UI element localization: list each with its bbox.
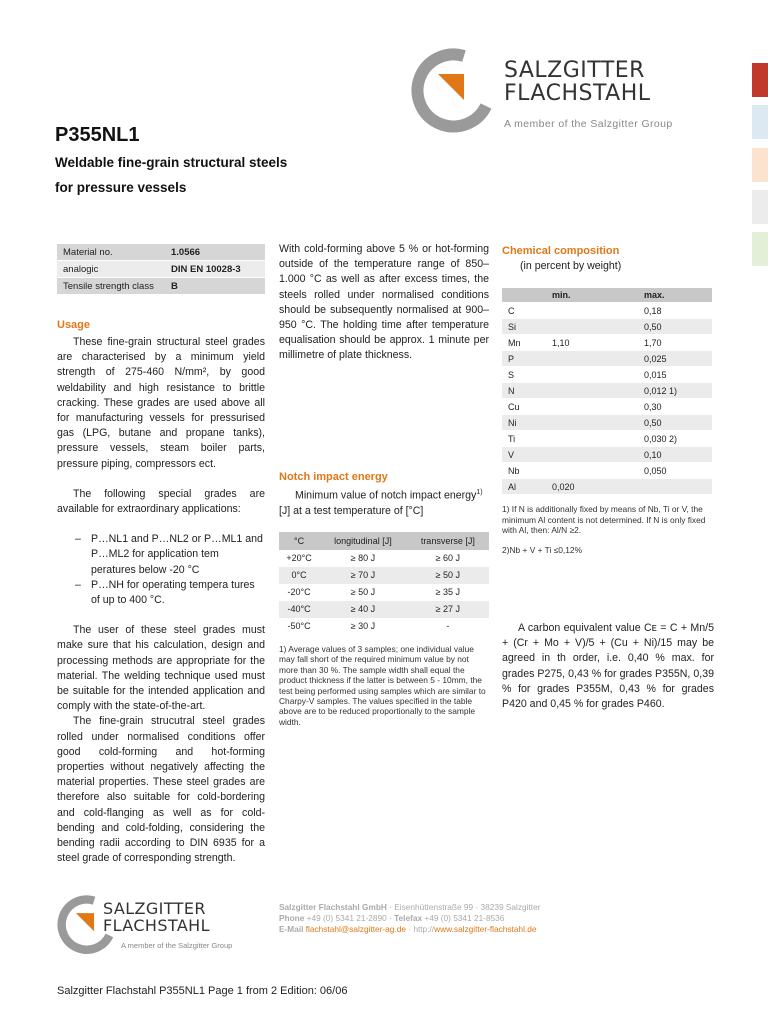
forming-paragraph: With cold-forming above 5 % or hot-forming outside of the temperature range of 850–1.000 °C as well as after excess times, the steels rolled under normalised conditions should be subsequently normalised at 900–950 °C. The holding time after temperature equalisation should be approx. 1 minute per millimetre of plate thickness.	[279, 243, 489, 362]
table-row	[279, 618, 489, 635]
cell: 0,030 2)	[638, 431, 712, 447]
cell	[546, 351, 638, 367]
cell: 0,50	[638, 319, 712, 335]
header-logo	[408, 48, 708, 134]
cell: ≥ 40 J	[319, 601, 406, 618]
logo-mark-icon	[408, 48, 494, 134]
table-row	[502, 351, 712, 367]
column-header: max.	[638, 288, 712, 303]
table-row	[57, 278, 265, 295]
notch-heading: Notch impact energy	[279, 471, 388, 483]
column-header: min.	[546, 288, 638, 303]
cell	[546, 319, 638, 335]
cell: 0°C	[279, 567, 319, 584]
cell: ≥ 35 J	[407, 584, 489, 601]
cell: 0,025	[638, 351, 712, 367]
footer-logo-tagline: A member of the Salzgitter Group	[121, 941, 233, 950]
footer-logo-name-line2: FLACHSTAHL	[103, 916, 210, 935]
cell: 0,30	[638, 399, 712, 415]
material-label: Tensile strength class	[57, 278, 165, 295]
footer-phone: +49 (0) 5341 21-2890 ·	[304, 913, 395, 923]
material-label: Material no.	[57, 244, 165, 261]
footer-email-label: E-Mail	[279, 924, 304, 934]
table-row	[502, 447, 712, 463]
sidebar-tab-orange	[752, 148, 768, 182]
cell: -20°C	[279, 584, 319, 601]
footer-phone-label: Phone	[279, 913, 305, 923]
table-row	[502, 399, 712, 415]
cell: Cu	[502, 399, 546, 415]
table-row	[502, 303, 712, 319]
cell: -50°C	[279, 618, 319, 635]
column-header: °C	[279, 532, 319, 550]
special-grades-list	[75, 532, 265, 608]
table-row	[502, 367, 712, 383]
table-row	[502, 415, 712, 431]
cell: -	[407, 618, 489, 635]
footer-company: Salzgitter Flachstahl GmbH	[279, 902, 387, 912]
table-row	[279, 550, 489, 567]
chemical-footnote-1: 1) If N is additionally fixed by means of Nb, Ti or V, the minimum Al content is not determined. If N is only fixed with Al, then: Al/N ≥2.	[502, 504, 706, 536]
chemical-subheading: (in percent by weight)	[520, 260, 622, 272]
cell: Al	[502, 479, 546, 495]
chemical-table	[502, 288, 712, 495]
cell: ≥ 50 J	[407, 567, 489, 584]
cell: 1,70	[638, 335, 712, 351]
cell: ≥ 27 J	[407, 601, 489, 618]
cell	[546, 431, 638, 447]
cell	[546, 399, 638, 415]
chemical-section	[502, 245, 714, 556]
footer-fax-label: Telefax	[394, 913, 423, 923]
table-row	[502, 383, 712, 399]
usage-paragraph-1: These fine-grain structural steel grades are characterised by a minimum yield strength of 275-460 N/mm², by good weldability and high resistance to brittle cracking. These grades are used above all for manufacturing vessels for pressurised gas (LPG, butane and propane tanks), pressure vessels, steam boiler parts, pressure piping, compressors ect.	[57, 336, 265, 470]
sidebar-tab-red	[752, 63, 768, 97]
cell: Mn	[502, 335, 546, 351]
table-row	[279, 601, 489, 618]
sidebar-tab-blue	[752, 105, 768, 139]
cell: 0,015	[638, 367, 712, 383]
column-header: longitudinal [J]	[319, 532, 406, 550]
table-row	[502, 463, 712, 479]
carbon-equivalent-paragraph: A carbon equivalent value Cᴇ = C + Mn/5 + (Cr + Mo + V)/5 + (Cu + Ni)/15 may be agreed in th order, i.e. 0,40 % max. for grades P275, 0,43 % for grades P355N, 0,39 % for grades P355M, 0,43 % for grades P420 and 0,45 % for grades P460.	[502, 622, 714, 711]
table-header-row	[279, 532, 489, 550]
chemical-heading: Chemical composition	[502, 245, 620, 257]
material-value: 1.0566	[165, 244, 265, 261]
notch-footnote: 1) Average values of 3 samples; one individual value may fall short of the required minimum value by not more than 30 %. The sample width shall equal the product thickness if the latter is between 5 - 10mm, the test being performed using samples which are similar to Charpy-V samples. The values specified in the table above are to be reduced proportionally to the sample width.	[279, 643, 486, 727]
table-row	[502, 479, 712, 495]
material-table	[57, 244, 265, 295]
cell: Ni	[502, 415, 546, 431]
notch-intro-sup: 1)	[476, 489, 483, 496]
list-item: – P…NL1 and P…NL2 or P…ML1 and P…ML2 for application tem peratures below -20 °C	[75, 532, 265, 578]
column-header: transverse [J]	[407, 532, 489, 550]
footer-website-link[interactable]: www.salzgitter-flachstahl.de	[434, 924, 537, 934]
cell: 0,020	[546, 479, 638, 495]
cell: 0,18	[638, 303, 712, 319]
usage-paragraph-2: The following special grades are available for extraordinary applications:	[57, 487, 265, 516]
cell: +20°C	[279, 550, 319, 567]
footer-logo-name-line1: SALZGITTER	[103, 899, 206, 918]
cell	[638, 479, 712, 495]
notch-intro-a: Minimum value of notch impact energy	[295, 489, 477, 502]
table-row	[502, 335, 712, 351]
cell: ≥ 50 J	[319, 584, 406, 601]
usage-section	[57, 319, 265, 867]
logo-tagline: A member of the Salzgitter Group	[504, 118, 673, 130]
cell: ≥ 80 J	[319, 550, 406, 567]
table-row	[502, 319, 712, 335]
cell: 0,50	[638, 415, 712, 431]
notch-intro-b: [J] at a test temperature of [°C]	[279, 504, 424, 517]
subtitle-line1: Weldable fine-grain structural steels	[55, 155, 288, 170]
cell: Si	[502, 319, 546, 335]
page-footer-line: Salzgitter Flachstahl P355NL1 Page 1 from 2 Edition: 06/06	[57, 985, 348, 997]
table-row	[57, 261, 265, 278]
cell	[546, 463, 638, 479]
cell: ≥ 60 J	[407, 550, 489, 567]
cell: P	[502, 351, 546, 367]
usage-paragraph-3: The user of these steel grades must make sure that his calculation, design and processing methods are appropriate for the material. The welding technique used must be suitable for the intended application and comply with the state-of-the-art.	[57, 624, 265, 713]
material-value: B	[165, 278, 265, 295]
table-header-row	[502, 288, 712, 303]
material-label: analogic	[57, 261, 165, 278]
footer-address	[279, 902, 579, 935]
table-row	[279, 584, 489, 601]
cell: 0,050	[638, 463, 712, 479]
cell: S	[502, 367, 546, 383]
usage-heading: Usage	[57, 319, 91, 331]
cell: ≥ 70 J	[319, 567, 406, 584]
cell	[546, 303, 638, 319]
cell: Ti	[502, 431, 546, 447]
cell: V	[502, 447, 546, 463]
notch-table	[279, 532, 489, 635]
list-item: – P…NH for operating tempera tures of up to 400 °C.	[75, 578, 265, 608]
page-title: P355NL1	[55, 124, 140, 146]
sidebar-tab-green	[752, 232, 768, 266]
column-header	[502, 288, 546, 303]
notch-intro	[279, 485, 489, 519]
cell	[546, 367, 638, 383]
cell: 0,012 1)	[638, 383, 712, 399]
logo-name-line2: FLACHSTAHL	[504, 81, 651, 106]
footer-email-link[interactable]: flachstahl@salzgitter-ag.de	[305, 924, 406, 934]
cell: N	[502, 383, 546, 399]
notch-section	[279, 471, 489, 727]
table-row	[57, 244, 265, 261]
logo-name-line1: SALZGITTER	[504, 58, 645, 83]
footer-logo	[55, 895, 275, 955]
footer-street: · Eisenhüttenstraße 99 · 38239 Salzgitter	[386, 902, 541, 912]
table-row	[502, 431, 712, 447]
cell: 0,10	[638, 447, 712, 463]
footer-fax: +49 (0) 5341 21-8536	[422, 913, 505, 923]
sidebar-tab-grey	[752, 190, 768, 224]
footer-http: · http://	[405, 924, 435, 934]
material-value: DIN EN 10028-3	[165, 261, 265, 278]
cell	[546, 415, 638, 431]
cell: ≥ 30 J	[319, 618, 406, 635]
table-row	[279, 567, 489, 584]
cell: C	[502, 303, 546, 319]
cell	[546, 447, 638, 463]
usage-paragraph-4: The fine-grain strucutral steel grades rolled under normalised conditions offer good cold-forming and hot-forming properties without negatively affecting the material properties. These steel grades are therefore also suitable for cold-bordering and cold-flanging as well as for cold-bending and cold-folding, considering the bending radii according to DIN 6935 for a steel grade of corresponding strength.	[57, 715, 265, 865]
chemical-footnote-2: 2)Nb + V + Ti ≤0,12%	[502, 545, 583, 556]
cell: 1,10	[546, 335, 638, 351]
cell	[546, 383, 638, 399]
cell: Nb	[502, 463, 546, 479]
subtitle-line2: for pressure vessels	[55, 180, 187, 195]
cell: -40°C	[279, 601, 319, 618]
